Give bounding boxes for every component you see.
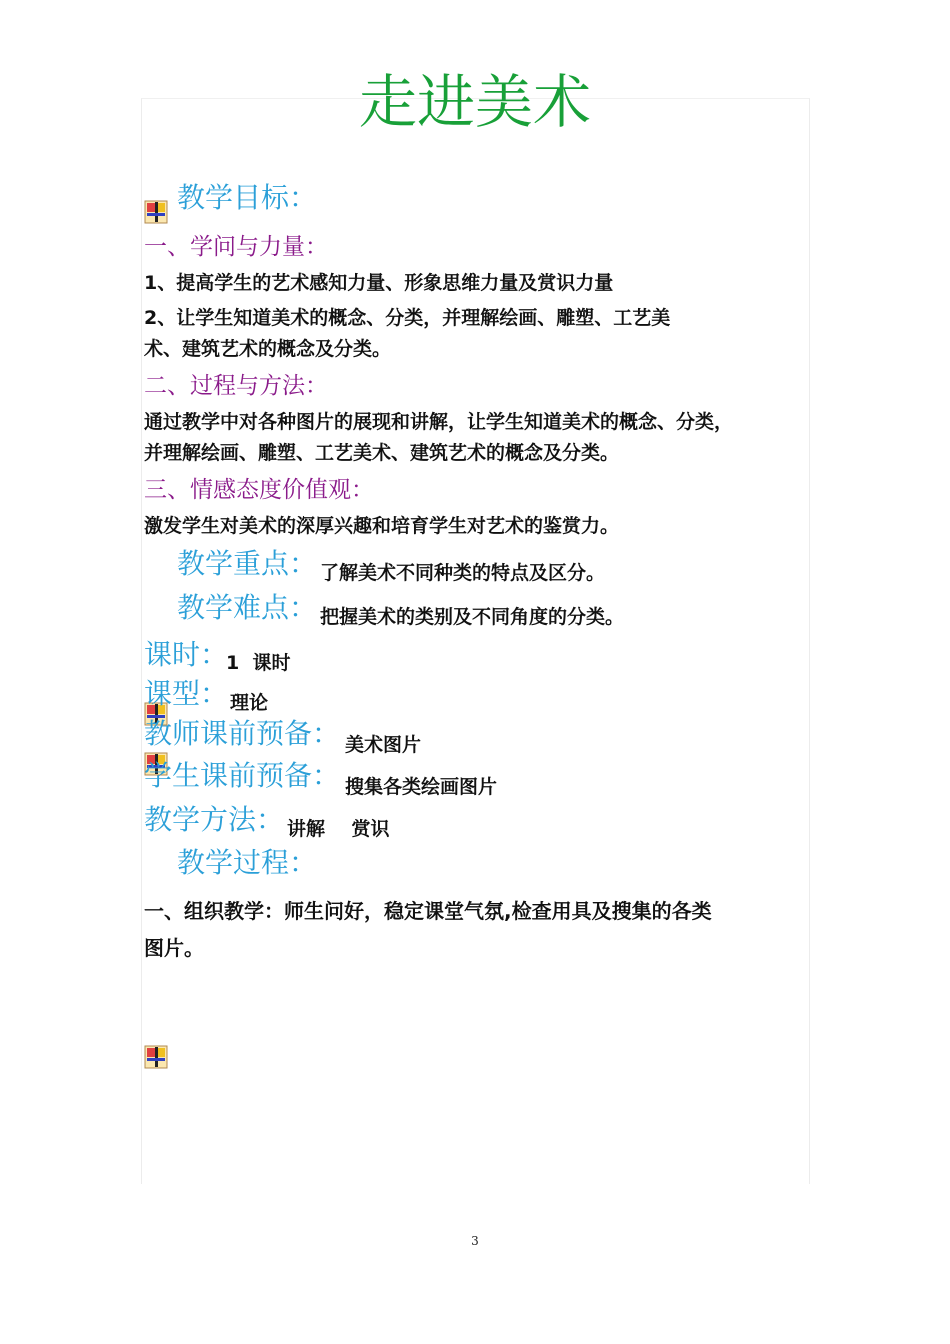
difficulty-label: 教学难点： — [177, 591, 318, 624]
method-value: 讲解 赏识 — [287, 818, 390, 840]
embedded-object-icon — [144, 200, 168, 224]
objectives-heading: 教学目标： — [177, 181, 318, 214]
procedure-step-1a: 一、组织教学：师生问好，稳定课堂气氛,检查用具及搜集的各类 — [144, 899, 712, 923]
hours-value: 1 课时 — [226, 652, 291, 674]
knowledge-line-2a: 2、让学生知道美术的概念、分类，并理解绘画、雕塑、工艺美 — [144, 307, 671, 329]
procedure-step-1b: 图片。 — [144, 936, 204, 960]
attitude-line-1: 激发学生对美术的深厚兴趣和培育学生对艺术的鉴赏力。 — [144, 515, 620, 537]
teacher-prep-label: 教师课前预备： — [144, 717, 341, 750]
knowledge-line-2b: 术、建筑艺术的概念及分类。 — [144, 338, 392, 360]
process-line-2: 并理解绘画、雕塑、工艺美术、建筑艺术的概念及分类。 — [144, 442, 620, 464]
key-point-value: 了解美术不同种类的特点及区分。 — [320, 562, 606, 584]
hours-label: 课时： — [144, 638, 229, 671]
process-heading: 二、过程与方法： — [144, 373, 328, 399]
method-label: 教学方法： — [144, 803, 285, 836]
embedded-object-icon — [144, 1045, 168, 1069]
key-point-label: 教学重点： — [177, 547, 318, 580]
procedure-heading: 教学过程： — [177, 846, 318, 879]
lesson-type-value: 理论 — [230, 692, 269, 714]
process-line-1: 通过教学中对各种图片的展现和讲解，让学生知道美术的概念、分类， — [144, 411, 734, 433]
teacher-prep-value: 美术图片 — [345, 734, 422, 756]
page-number: 3 — [471, 1234, 479, 1248]
knowledge-line-1: 1、提高学生的艺术感知力量、形象思维力量及赏识力量 — [144, 272, 614, 294]
student-prep-value: 搜集各类绘画图片 — [345, 776, 498, 798]
attitude-heading: 三、情感态度价值观： — [144, 477, 374, 503]
lesson-type-label: 课型： — [144, 677, 229, 710]
page-title: 走进美术 — [358, 68, 591, 136]
knowledge-heading: 一、学问与力量： — [144, 234, 328, 260]
student-prep-label: 学生课前预备： — [144, 759, 341, 792]
difficulty-value: 把握美术的类别及不同角度的分类。 — [320, 606, 625, 628]
